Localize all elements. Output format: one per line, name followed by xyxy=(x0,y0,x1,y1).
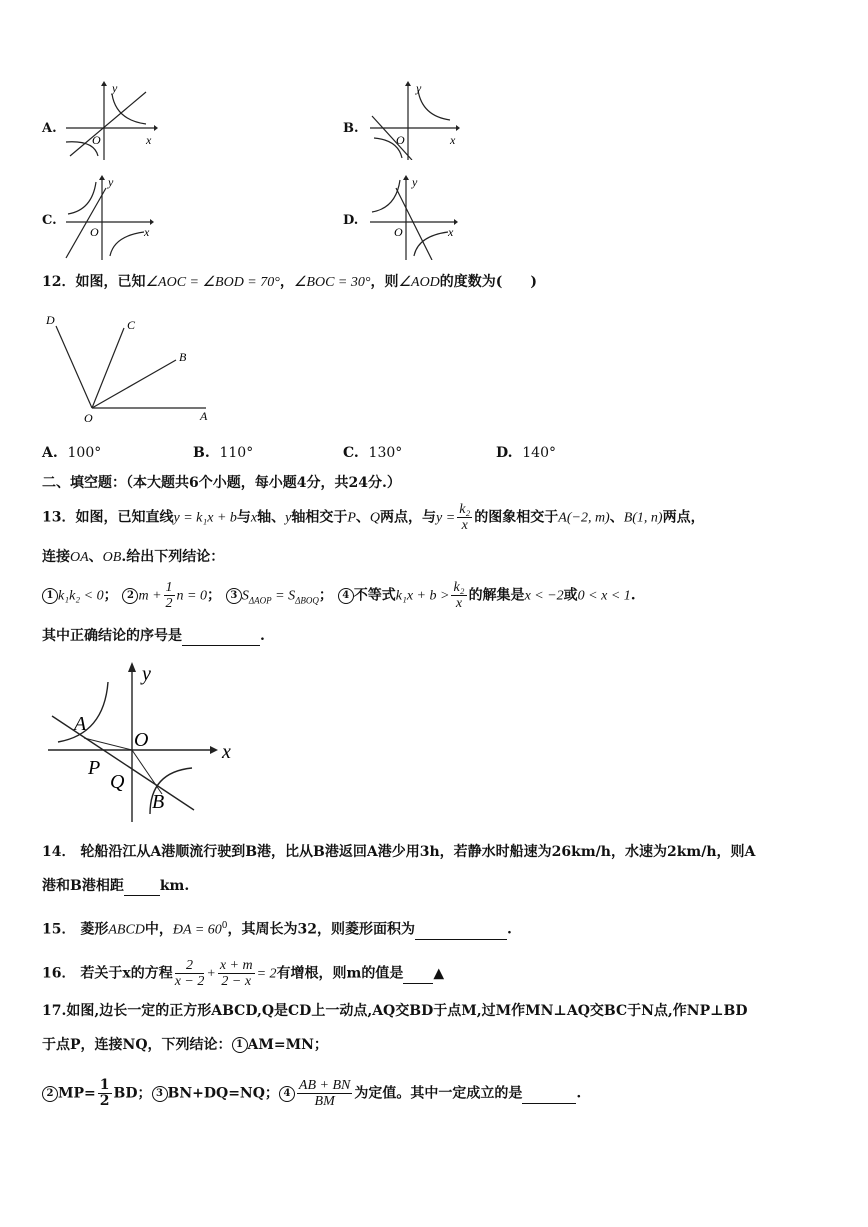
fig13-p-label: P xyxy=(88,757,101,779)
fig13-o-label: O xyxy=(134,729,149,751)
svg-text:x: x xyxy=(144,225,150,239)
option-b-graph xyxy=(366,80,462,160)
option-12-a: A. 100° xyxy=(42,445,102,461)
question-15: 15． 菱形ABCD中，ÐA = $60^0$，其周长为32，则菱形面积为 . xyxy=(42,921,512,938)
angle-figure xyxy=(40,310,220,428)
svg-text:O: O xyxy=(396,133,405,147)
fig13-x-label: x xyxy=(222,741,231,763)
point-a-label: A xyxy=(200,409,208,423)
point-b-label: B xyxy=(179,350,187,364)
question-14-line1: 14． 轮船沿江从A港顺流行驶到B港，比从B港返回A港少用3h，若静水时船速为26km/h，水速为2km/h，则A xyxy=(42,844,756,860)
fig13-y-label: y xyxy=(142,663,151,685)
svg-text:y: y xyxy=(416,81,422,95)
option-d-label: D. xyxy=(343,213,359,228)
origin-label: O xyxy=(92,133,101,147)
y-axis-label: y xyxy=(112,81,118,95)
answer-blank-17[interactable] xyxy=(522,1085,576,1104)
question-13-line2: 连接OA、OB.给出下列结论： xyxy=(42,549,225,565)
option-c-label: C. xyxy=(42,213,57,228)
question-12: 12．如图，已知∠AOC = ∠BOD = 70°，∠BOC = 30°，则∠AOD的度数为( ) xyxy=(42,274,538,290)
x-axis-label: x xyxy=(146,133,152,147)
svg-text:O: O xyxy=(394,225,403,239)
hyperbola-line-figure xyxy=(44,656,244,826)
question-17-line2: 于点P，连接NQ，下列结论： 1 AM=MN； xyxy=(42,1037,328,1053)
question-17-line1: 17.如图,边长一定的正方形ABCD,Q是CD上一动点,AQ交BD于点M,过M作MN⊥AQ交BC于N点,作NP⊥BD xyxy=(42,1003,748,1019)
fig13-q-label: Q xyxy=(110,771,125,793)
option-a-graph xyxy=(62,80,158,160)
fig13-b-label: B xyxy=(152,791,165,813)
answer-blank-15[interactable] xyxy=(415,921,507,940)
fig13-a-label: A xyxy=(74,713,87,735)
svg-text:x: x xyxy=(450,133,456,147)
triangle-marker: ▲ xyxy=(433,965,445,982)
question-14-line2: 港和B港相距 km. xyxy=(42,878,190,894)
svg-text:O: O xyxy=(90,225,99,239)
svg-text:y: y xyxy=(108,175,114,189)
option-d-graph xyxy=(366,174,462,260)
question-16: 16． 若关于x的方程 $\frac{2}{x - 2}$ + $\frac{x + m}{2 - x}$ = 2有增根，则m的值是 ▲ xyxy=(42,958,445,989)
section-2-heading: 二、填空题：（本大题共6个小题，每小题4分，共24分.） xyxy=(42,475,401,491)
answer-blank-14[interactable] xyxy=(124,877,160,896)
question-13-conclusions: 1 k₁k₂ < 0； 2 m + $\frac{1}{2}$ n = 0； 3 $S_{\Delta AOP} = S_{\Delta BOQ}$； 4 不等式k₁x + b > $\frac{\text{k₂}}{x}$ 的解集是x < −2或0 < x < 1. xyxy=(42,580,636,611)
answer-blank-13[interactable] xyxy=(182,627,260,646)
svg-text:x: x xyxy=(448,225,454,239)
point-c-label: C xyxy=(127,318,136,332)
option-12-c: C. 130° xyxy=(343,445,403,461)
question-13-line1: 13．如图，已知直线y = k₁x + b与x轴、y轴相交于P、Q两点，与y = $\frac{\text{k₂}}{x}$ 的图象相交于A(−2, m)、B(1, n)两点， xyxy=(42,502,705,533)
question-17-line3: 2 MP= $\frac{1}{2}$ BD； 3 BN+DQ=NQ； 4 $\frac{AB + BN}{BM}$ 为定值。其中一定成立的是 . xyxy=(42,1078,581,1109)
point-d-label: D xyxy=(46,313,55,327)
option-c-graph xyxy=(62,174,158,260)
question-13-answer-line: 其中正确结论的序号是 . xyxy=(42,628,265,644)
svg-text:y: y xyxy=(412,175,418,189)
point-o-label: O xyxy=(84,411,93,425)
option-12-d: D. 140° xyxy=(496,445,556,461)
option-b-label: B. xyxy=(343,121,359,136)
option-12-b: B. 110° xyxy=(193,445,254,461)
answer-blank-16[interactable] xyxy=(403,965,433,984)
option-a-label: A. xyxy=(42,121,57,136)
